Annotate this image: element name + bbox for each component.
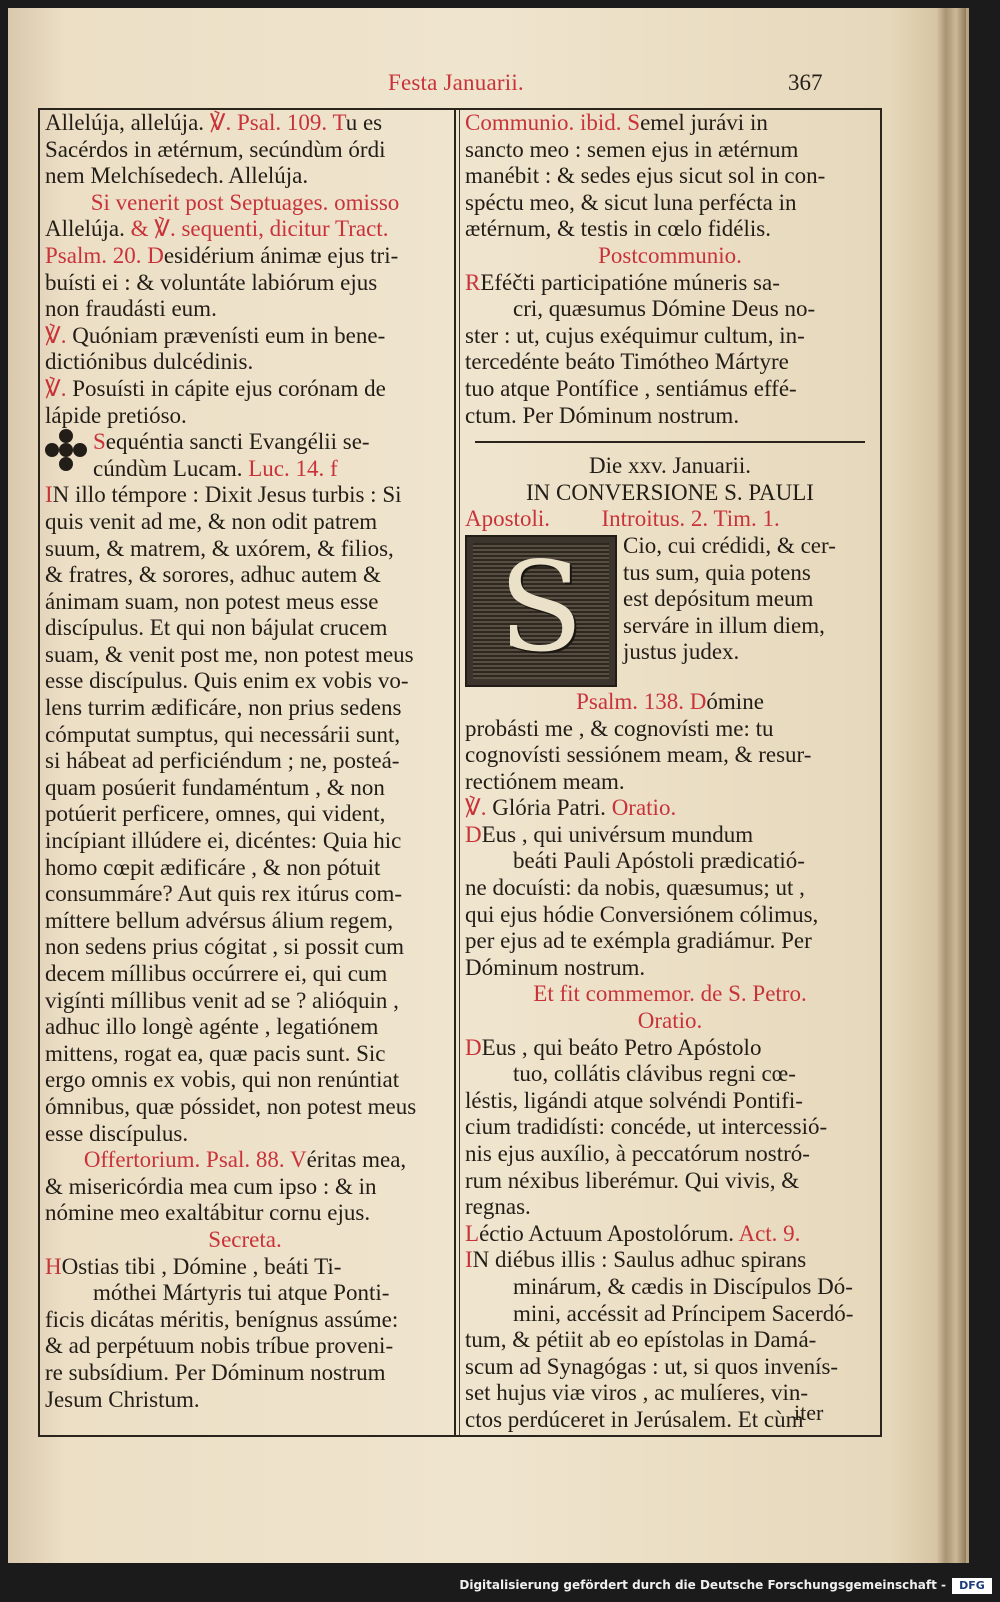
rubric-text: R <box>465 269 481 295</box>
left-column-line <box>45 163 445 190</box>
rubric-text: Postcommunio. <box>598 242 742 268</box>
body-text: míttere bellum advérsus álium regem, <box>45 907 394 933</box>
body-text: Posuísti in cápite ejus corónam de <box>72 375 386 401</box>
right-column-bottom-line <box>465 1327 875 1354</box>
left-column-line <box>45 934 445 961</box>
body-text: Glória Patri. <box>492 795 612 821</box>
rubric-text: Si venerit post Septuages. omisso <box>90 189 400 215</box>
rubric-text: Psalm. 20. D <box>45 242 164 268</box>
rubric-text: ℣. <box>465 795 493 821</box>
rubric-text: Psalm. 138. D <box>576 688 707 714</box>
body-text: cómputat sumptus, qui necessárii sunt, <box>45 721 401 747</box>
right-column-bottom-line <box>465 1168 875 1195</box>
introit-line: tus sum, quia potens <box>623 559 811 585</box>
left-column-line <box>45 1067 445 1094</box>
rubric-text: Oratio. <box>637 1008 703 1034</box>
left-column-line <box>45 1174 445 1201</box>
body-text: rectiónem meam. <box>465 768 625 794</box>
left-column-line <box>45 775 445 802</box>
left-column-line <box>45 429 445 456</box>
introit-block <box>465 533 875 689</box>
body-text: tuo, collátis clávibus regni cœ- <box>513 1061 796 1087</box>
body-text: Allelúja. <box>45 216 131 242</box>
body-text: ficis dicátas méritis, benígnus assúme: <box>45 1306 399 1332</box>
body-text: non fraudásti eum. <box>45 296 217 322</box>
body-text: consummáre? Aut quis rex itúrus com- <box>45 881 403 907</box>
body-text: esse discípulus. Quis enim ex vobis vo- <box>45 668 409 694</box>
right-column-top-line <box>465 190 875 217</box>
page-number: 367 <box>788 70 823 95</box>
body-text: tuo atque Pontífice , sentiámus effé- <box>465 375 797 401</box>
body-text: & ad perpétuum nobis tríbue proveni- <box>45 1333 394 1359</box>
right-column <box>465 110 875 1435</box>
left-column-line <box>45 908 445 935</box>
body-text: Ostias tibi , Dómine , beáti Ti- <box>61 1253 342 1279</box>
left-column-line <box>45 1387 445 1414</box>
body-text: tercedénte beáto Timótheo Mártyre <box>465 349 789 375</box>
rubric-text: ℣. <box>45 375 73 401</box>
left-column-line <box>45 1280 445 1307</box>
rubric-text: Act. 9. <box>738 1220 801 1246</box>
body-text: lápide pretióso. <box>45 402 187 428</box>
body-text: mittens, rogat ea, quæ pacis sunt. Sic <box>45 1040 386 1066</box>
left-column-line <box>45 615 445 642</box>
woodcut-initial <box>465 535 617 687</box>
section-rule <box>475 441 865 443</box>
left-column-line <box>45 403 445 430</box>
catchword: iter <box>794 1400 824 1425</box>
right-column-bottom-line <box>465 742 875 769</box>
body-text: ætérnum, & testis in cœlo fidélis. <box>465 216 771 242</box>
left-column-line <box>45 137 445 164</box>
body-text: Dóminum nostrum. <box>465 954 646 980</box>
body-text: & fratres, & sorores, adhuc autem & <box>45 562 381 588</box>
left-column-line <box>45 881 445 908</box>
body-text: cium tradidísti: concéde, ut intercessió- <box>465 1114 828 1140</box>
body-text: léstis, ligándi atque solvéndi Pontifi- <box>465 1087 803 1113</box>
left-column-line <box>45 642 445 669</box>
left-column-line <box>45 668 445 695</box>
right-column-bottom-line <box>465 902 875 929</box>
right-column-bottom-line <box>465 1274 875 1301</box>
introit-line: est depósitum meum <box>623 586 814 612</box>
body-text: mini, accéssit ad Príncipem Sacerdó- <box>513 1300 854 1326</box>
body-text: esse discípulus. <box>45 1120 189 1146</box>
column-divider <box>454 110 456 1435</box>
body-text: cri, quæsumus Dómine Deus no- <box>513 296 816 322</box>
left-column-line <box>45 456 445 483</box>
right-column-top-line <box>465 137 875 164</box>
body-text: rum néxibus liberémur. Qui vivis, & <box>465 1167 800 1193</box>
body-text: potúerit perficere, omnes, qui vident, <box>45 801 386 827</box>
rubric-text: I <box>45 482 53 508</box>
right-column-top <box>465 110 875 429</box>
right-column-bottom <box>465 689 875 1434</box>
left-column-line <box>45 1307 445 1334</box>
left-column-line <box>45 748 445 775</box>
fleuron-ornament-icon <box>45 429 87 471</box>
left-column-line <box>45 1360 445 1387</box>
body-text: esidérium ánimæ ejus tri- <box>163 242 399 268</box>
right-column-bottom-line <box>465 769 875 796</box>
introit-line: serváre in illum diem, <box>623 612 825 638</box>
right-column-bottom-line <box>465 1247 875 1274</box>
left-column-line <box>45 1014 445 1041</box>
body-text: sancto meo : semen ejus in ætérnum <box>465 136 799 162</box>
right-column-bottom-line <box>465 1035 875 1062</box>
right-column-bottom-line <box>465 689 875 716</box>
body-text: adhuc illo longè agénte , legatiónem <box>45 1014 379 1040</box>
body-text: discípulus. Et qui non bájulat crucem <box>45 615 388 641</box>
body-text: & misericórdia mea cum ipso : & in <box>45 1173 377 1199</box>
rubric-text: H <box>45 1253 62 1279</box>
left-column-line <box>45 1121 445 1148</box>
footer-bar <box>0 1566 1000 1602</box>
rubric-text: Et fit commemor. de S. Petro. <box>533 981 807 1007</box>
body-text: qui ejus hódie Conversiónem cólimus, <box>465 901 819 927</box>
feast-subtitle <box>465 506 875 533</box>
body-text: minárum, & cædis in Discípulos Dó- <box>513 1273 853 1299</box>
column-divider-inner <box>459 110 460 1435</box>
body-text: suum, & matrem, & uxórem, & filios, <box>45 535 394 561</box>
body-text: spéctu meo, & sicut luna perfécta in <box>465 189 797 215</box>
left-column-line <box>45 1254 445 1281</box>
right-column-bottom-line <box>465 795 875 822</box>
body-text: éctio Actuum Apostolórum. <box>479 1220 739 1246</box>
right-column-top-line <box>465 110 875 137</box>
body-text: regnas. <box>465 1194 531 1220</box>
body-text: scum ad Synagógas : ut, si quos invenís- <box>465 1353 839 1379</box>
feast-title: IN CONVERSIONE S. PAULI <box>526 479 814 505</box>
left-column-line <box>45 323 445 350</box>
body-text: cognovísti sessiónem meam, & resur- <box>465 742 812 768</box>
left-column-line <box>45 1227 445 1254</box>
left-column <box>45 110 445 1435</box>
rubric-text: T <box>332 110 346 135</box>
body-text: Eféčti participatióne múneris sa- <box>480 269 780 295</box>
rubric-text: Communio. ibid. S <box>465 110 641 135</box>
body-text: homo cœpit ædificáre , & non pótuit <box>45 854 381 880</box>
body-text: beáti Pauli Apóstoli prædicatió- <box>513 848 805 874</box>
left-column-line <box>45 376 445 403</box>
body-text: re subsídium. Per Dóminum nostrum <box>45 1359 386 1385</box>
right-column-bottom-line <box>465 1008 875 1035</box>
body-text: tum, & pétiit ab eo epístolas in Damá- <box>465 1327 817 1353</box>
left-column-line <box>45 243 445 270</box>
body-text: per ejus ad te exémpla gradiámur. Per <box>465 928 812 954</box>
introit-label: Introitus. 2. Tim. 1. <box>601 506 780 532</box>
body-text: non sedens prius cógitat , si possit cum <box>45 934 405 960</box>
left-column-line <box>45 536 445 563</box>
right-column-top-line <box>465 270 875 297</box>
right-column-top-line <box>465 296 875 323</box>
rubric-text: Luc. 14. f <box>248 455 338 481</box>
left-column-line <box>45 190 445 217</box>
left-column-line <box>45 110 445 137</box>
left-column-line <box>45 1147 445 1174</box>
left-column-line <box>45 589 445 616</box>
body-text: set hujus viæ viros , ac mulíeres, vin- <box>465 1380 809 1406</box>
page-edge <box>936 8 966 1563</box>
right-column-bottom-line <box>465 955 875 982</box>
left-column-line <box>45 349 445 376</box>
body-text: Sacérdos in ætérnum, secúndùm órdi <box>45 136 386 162</box>
right-column-top-line <box>465 403 875 430</box>
body-text: N illo témpore : Dixit Jesus turbis : Si <box>52 482 402 508</box>
rubric-text: I <box>465 1247 473 1273</box>
right-column-bottom-line <box>465 981 875 1008</box>
right-column-top-line <box>465 163 875 190</box>
body-text: ergo omnis ex vobis, qui non renúntiat <box>45 1067 400 1093</box>
left-column-line <box>45 961 445 988</box>
rubric-text: Oratio. <box>611 795 677 821</box>
body-text: u es <box>345 110 383 135</box>
body-text: Jesum Christum. <box>45 1386 200 1412</box>
right-column-bottom-line <box>465 1141 875 1168</box>
body-text: nómine meo exaltábitur cornu ejus. <box>45 1200 371 1226</box>
body-text: si hábeat ad perficiéndum ; ne, posteá- <box>45 748 400 774</box>
body-text: ánimam suam, non potest meus esse <box>45 588 379 614</box>
left-column-line <box>45 270 445 297</box>
introit-line: justus judex. <box>623 639 740 665</box>
body-text: móthei Mártyris tui atque Ponti- <box>93 1280 390 1306</box>
left-column-line <box>45 1200 445 1227</box>
right-column-top-line <box>465 216 875 243</box>
body-text: emel jurávi in <box>640 110 768 135</box>
body-text: cúndùm Lucam. <box>93 455 249 481</box>
body-text: manébit : & sedes ejus sicut sol in con- <box>465 163 826 189</box>
right-column-bottom-line <box>465 1061 875 1088</box>
right-column-bottom-line <box>465 928 875 955</box>
body-text: dictiónibus dulcédinis. <box>45 349 254 375</box>
body-text: ster : ut, cujus exéquimur cultum, in- <box>465 322 805 348</box>
dfg-logo: DFG <box>952 1578 992 1594</box>
body-text: quis venit ad me, & non odit patrem <box>45 508 378 534</box>
left-column-line <box>45 296 445 323</box>
left-column-line <box>45 1041 445 1068</box>
rubric-text: ℣. <box>45 322 73 348</box>
left-column-line <box>45 216 445 243</box>
right-column-bottom-line <box>465 1114 875 1141</box>
body-text: Quóniam prævenísti eum in bene- <box>72 322 386 348</box>
right-column-bottom-line <box>465 1301 875 1328</box>
right-column-top-line <box>465 376 875 403</box>
right-column-bottom-line <box>465 875 875 902</box>
left-column-line <box>45 988 445 1015</box>
right-column-bottom-line <box>465 1221 875 1248</box>
body-text: ctum. Per Dóminum nostrum. <box>465 402 740 428</box>
body-text: quam posúerit fundaméntum , & non <box>45 774 385 800</box>
body-text: N diébus illis : Saulus adhuc spirans <box>472 1247 807 1273</box>
body-text: equéntia sancti Evangélii se- <box>105 429 370 455</box>
right-column-top-line <box>465 323 875 350</box>
body-text: lens turrim ædificáre, non prius sedens <box>45 695 402 721</box>
right-column-bottom-line <box>465 1354 875 1381</box>
rubric-text: Offertorium. Psal. 88. V <box>83 1147 307 1173</box>
left-column-line <box>45 562 445 589</box>
rubric-text: & ℣. sequenti, dicitur Tract. <box>130 216 389 242</box>
rubric-text: Secreta. <box>208 1226 282 1252</box>
right-column-bottom-line <box>465 848 875 875</box>
body-text: Eus , qui beáto Petro Apóstolo <box>481 1034 762 1060</box>
funding-credit: Digitalisierung gefördert durch die Deutsche Forschungsgemeinschaft - <box>459 1578 946 1592</box>
body-text: incípiant illúdere ei, dicéntes: Quia hic <box>45 828 402 854</box>
right-column-bottom-line <box>465 822 875 849</box>
book-page <box>8 8 969 1563</box>
running-head-title: Festa Januarii. <box>388 70 524 95</box>
body-text: vigínti míllibus venit ad se ? alióquin , <box>45 987 399 1013</box>
left-column-line <box>45 1094 445 1121</box>
body-text: nem Melchísedech. Allelúja. <box>45 163 309 189</box>
left-column-line <box>45 828 445 855</box>
body-text: ctos perdúceret in Jerúsalem. Et cùm <box>465 1406 804 1432</box>
right-column-bottom-line <box>465 716 875 743</box>
body-text: Allelúja, allelúja. <box>45 110 210 135</box>
right-column-top-line <box>465 349 875 376</box>
rubric-text: ℣. Psal. 109. <box>209 110 333 135</box>
text-frame <box>38 108 882 1437</box>
body-text: probásti me , & cognovísti me: tu <box>465 715 774 741</box>
left-column-line <box>45 1333 445 1360</box>
left-column-line <box>45 482 445 509</box>
left-column-line <box>45 509 445 536</box>
left-column-line <box>45 855 445 882</box>
left-column-line <box>45 695 445 722</box>
body-text: suam, & venit post me, non potest meus <box>45 641 414 667</box>
body-text: decem míllibus occúrrere ei, qui cum <box>45 961 388 986</box>
right-column-bottom-line <box>465 1088 875 1115</box>
body-text: éritas mea, <box>306 1147 407 1173</box>
rubric-text: D <box>465 1034 482 1060</box>
body-text: ómine <box>706 688 764 714</box>
rubric-text: L <box>465 1220 480 1246</box>
body-text: buísti ei : & voluntáte labiórum ejus <box>45 269 378 295</box>
rubric-text: D <box>465 821 482 847</box>
right-column-bottom-line <box>465 1194 875 1221</box>
feast-date: Die xxv. Januarii. <box>588 453 752 479</box>
body-text: nis ejus auxílio, à peccatórum nostró- <box>465 1141 810 1166</box>
introit-line: Cio, cui crédidi, & cer- <box>623 532 836 558</box>
rubric-text: S <box>93 429 106 455</box>
woodcut-letter: S <box>498 535 584 680</box>
feast-subtitle-left: Apostoli. <box>465 506 550 532</box>
right-column-top-line <box>465 243 875 270</box>
left-column-line <box>45 801 445 828</box>
left-column-line <box>45 722 445 749</box>
body-text: ómnibus, quæ póssidet, non potest meus <box>45 1093 417 1119</box>
body-text: ne docuísti: da nobis, quæsumus; ut , <box>465 875 805 901</box>
body-text: Eus , qui univérsum mundum <box>481 821 754 847</box>
